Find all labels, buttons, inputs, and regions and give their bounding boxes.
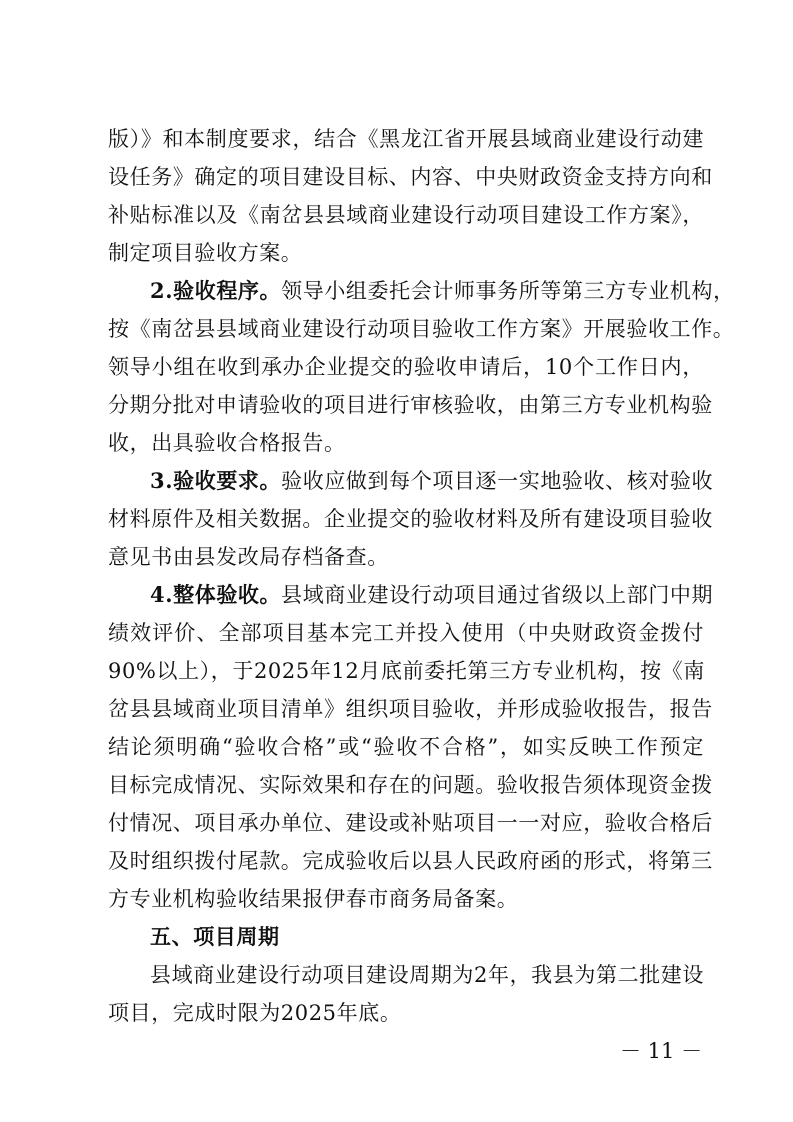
body-line: 版）》和本制度要求，结合《黑龙江省开展县域商业建设行动建 <box>108 127 704 151</box>
body-line: 90%以上），于2025年12月底前委托第三方专业机构，按《南 <box>108 659 705 683</box>
body-line: 按《南岔县县域商业建设行动项目验收工作方案》开展验收工作。 <box>108 317 735 341</box>
body-line: 绩效评价、全部项目基本完工并投入使用（中央财政资金拨付 <box>108 621 704 645</box>
item-4-first-line <box>150 578 714 612</box>
body-line: 岔县县域商业项目清单》组织项目验收，并形成验收报告，报告 <box>108 697 713 721</box>
item-4-label: 4.整体验收。 <box>150 582 282 607</box>
body-line: 及时组织拨付尾款。完成验收后以县人民政府函的形式，将第三 <box>108 849 713 873</box>
item-3-first-line <box>150 464 714 498</box>
item-4-text: 县域商业建设行动项目通过省级以上部门中期 <box>281 583 714 607</box>
body-line: 方专业机构验收结果报伊春市商务局备案。 <box>108 887 519 911</box>
body-line: 付情况、项目承办单位、建设或补贴项目一一对应，验收合格后 <box>108 811 713 835</box>
body-line: 结论须明确“验收合格”或“验收不合格”，如实反映工作预定 <box>108 735 704 759</box>
body-line: 县域商业建设行动项目建设周期为2年，我县为第二批建设 <box>150 963 704 987</box>
item-3-label: 3.验收要求。 <box>150 468 282 493</box>
body-line: 材料原件及相关数据。企业提交的验收材料及所有建设项目验收 <box>108 507 713 531</box>
body-line: 领导小组在收到承办企业提交的验收申请后，10个工作日内， <box>108 355 704 379</box>
item-2-first-line <box>150 274 735 308</box>
body-line: 项目，完成时限为2025年底。 <box>108 1001 402 1025</box>
body-line: 设任务》确定的项目建设目标、内容、中央财政资金支持方向和 <box>108 165 713 189</box>
body-line: 目标完成情况、实际效果和存在的问题。验收报告须体现资金拨 <box>108 773 713 797</box>
section-heading: 五、项目周期 <box>150 925 280 949</box>
item-3-text: 验收应做到每个项目逐一实地验收、核对验收 <box>281 469 714 493</box>
item-2-label: 2.验收程序。 <box>150 278 282 303</box>
item-2-text: 领导小组委托会计师事务所等第三方专业机构， <box>281 279 735 303</box>
page-number: － 11 － <box>620 1039 703 1063</box>
body-line: 补贴标准以及《南岔县县域商业建设行动项目建设工作方案》， <box>108 203 704 227</box>
body-line: 制定项目验收方案。 <box>108 241 303 265</box>
body-line: 分期分批对申请验收的项目进行审核验收，由第三方专业机构验 <box>108 393 713 417</box>
body-line: 意见书由县发改局存档备查。 <box>108 545 389 569</box>
body-line: 收，出具验收合格报告。 <box>108 431 346 455</box>
